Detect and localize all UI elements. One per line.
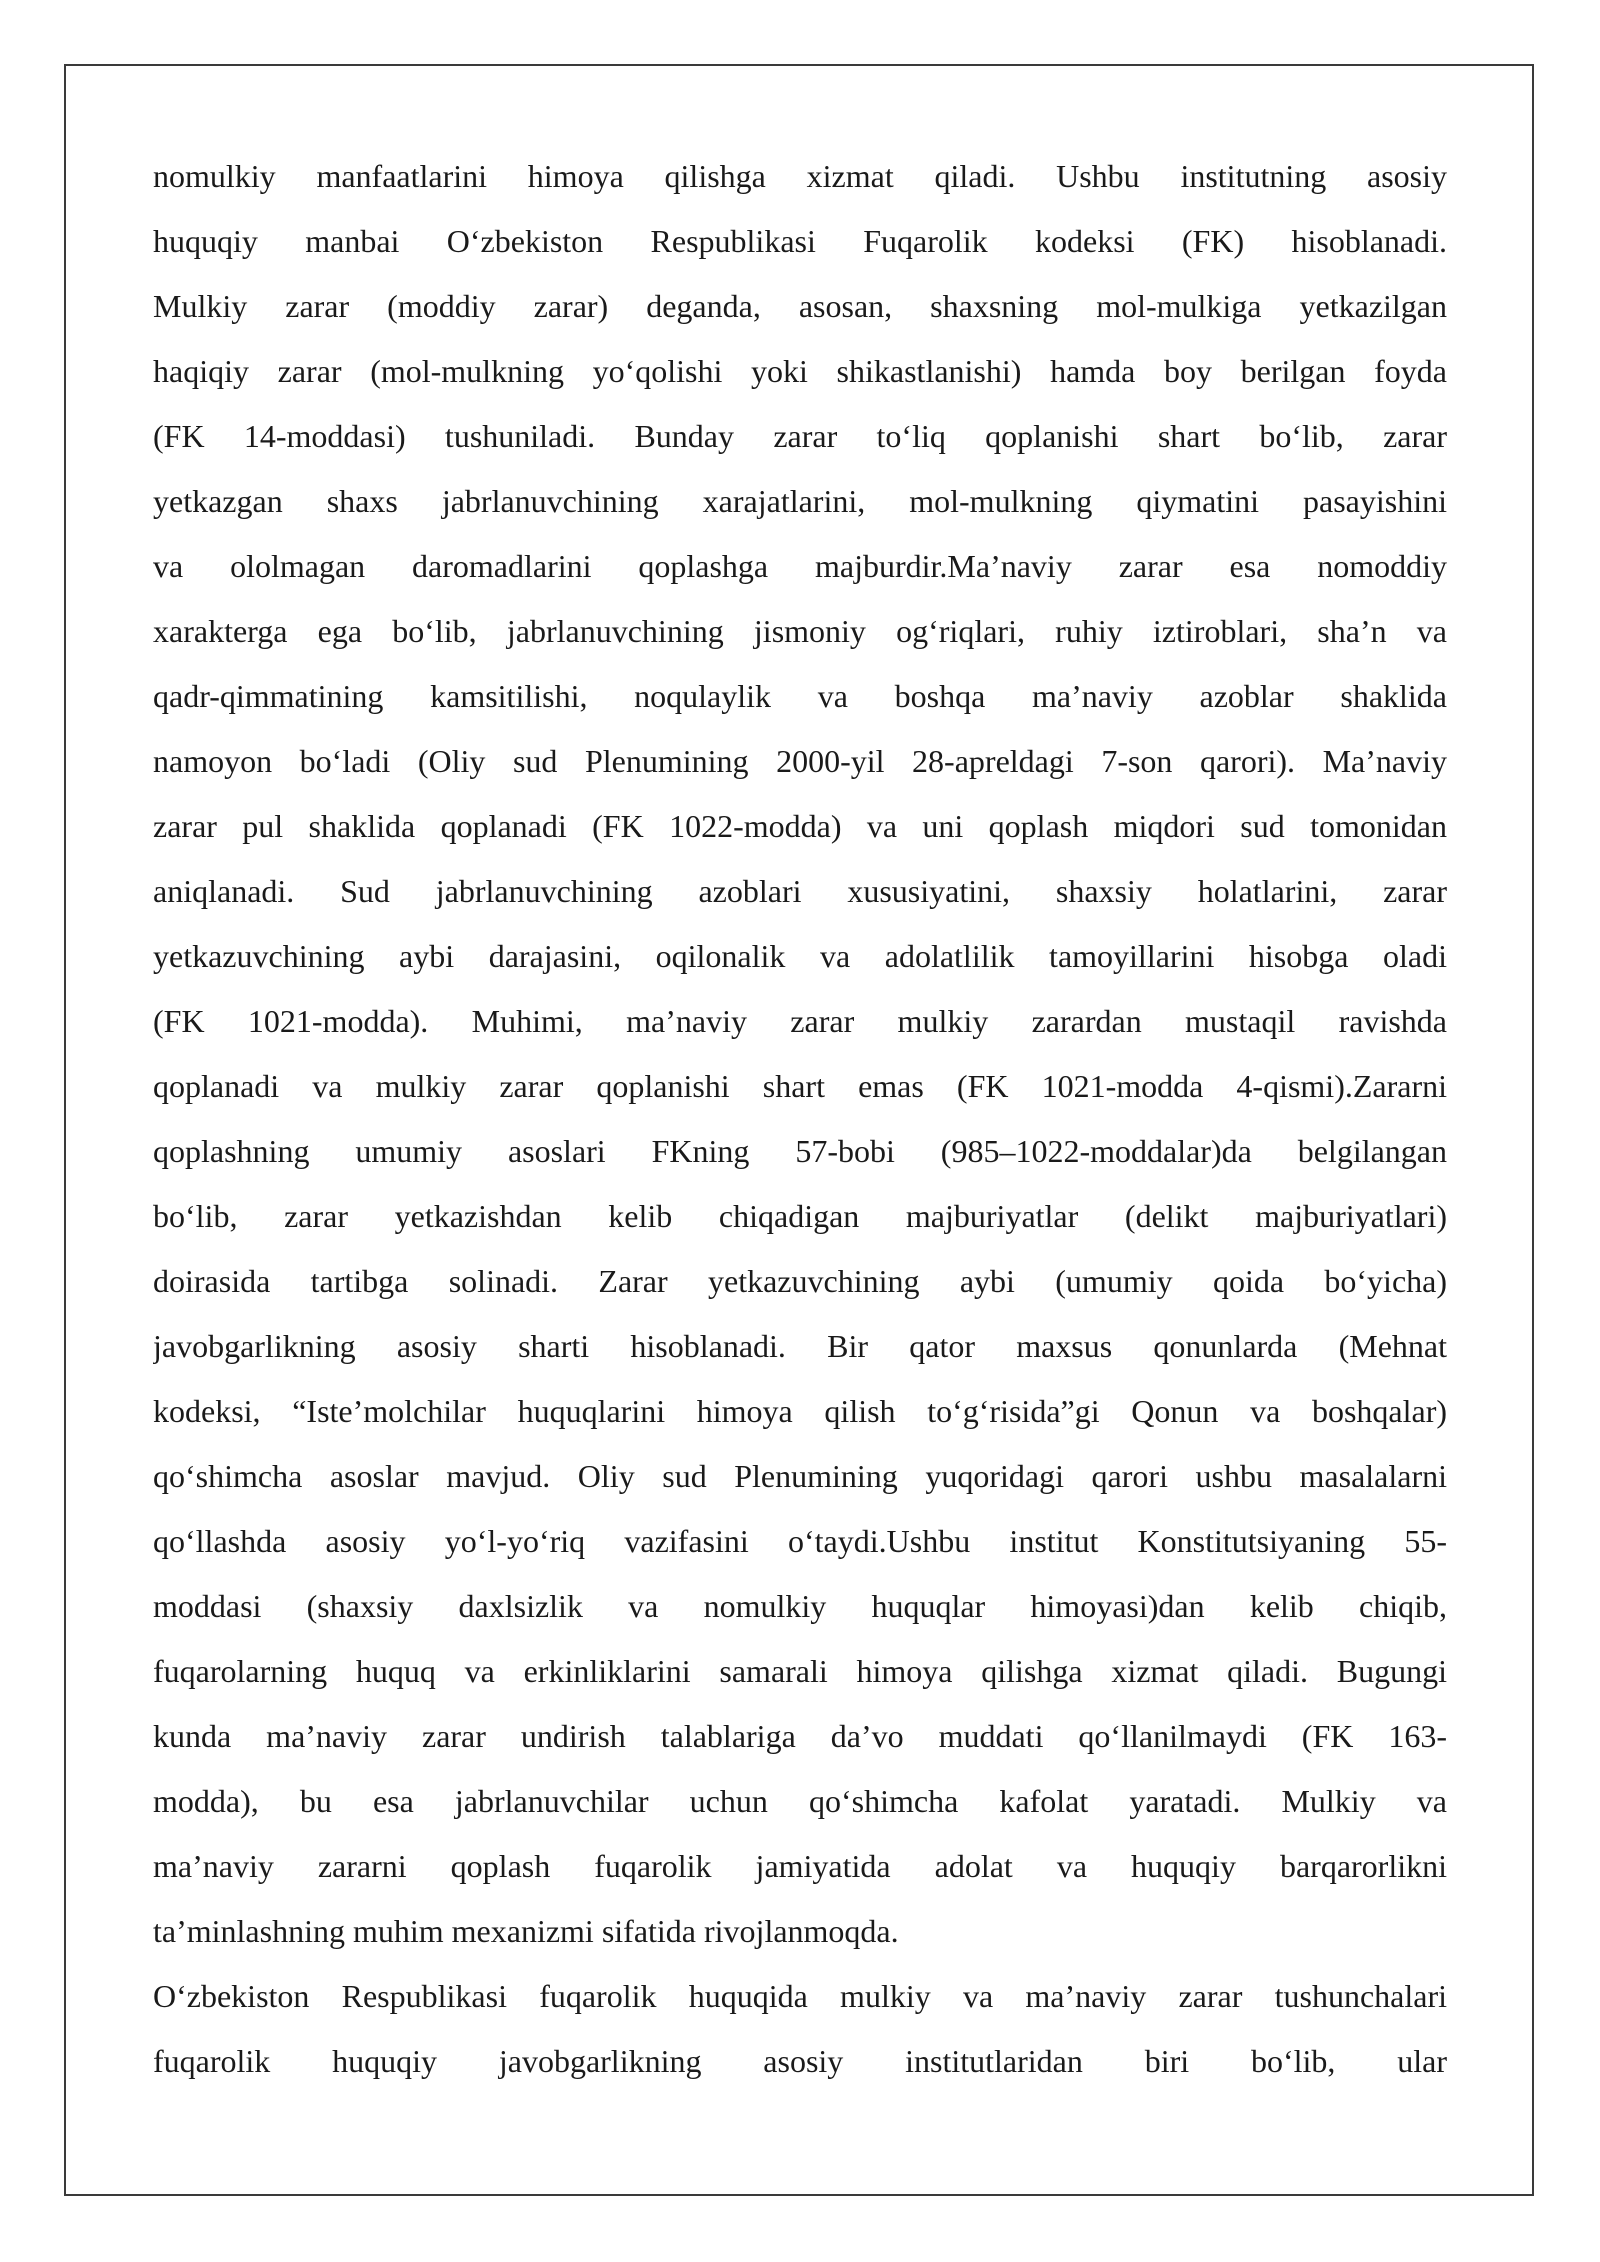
text-line: aniqlanadi. Sud jabrlanuvchining azoblari xususiyatini, shaxsiy holatlarini, zarar bbox=[153, 873, 1447, 909]
text-line: qo‘shimcha asoslar mavjud. Oliy sud Plenumining yuqoridagi qarori ushbu masalalarni bbox=[153, 1458, 1447, 1494]
text-line: Mulkiy zarar (moddiy zarar) deganda, asosan, shaxsning mol-mulkiga yetkazilgan bbox=[153, 288, 1447, 324]
text-line: qoplashning umumiy asoslari FKning 57-bobi (985–1022-moddalar)da belgilangan bbox=[153, 1133, 1447, 1169]
text-line: va ololmagan daromadlarini qoplashga majburdir.Ma’naviy zarar esa nomoddiy bbox=[153, 548, 1447, 584]
text-line: ta’minlashning muhim mexanizmi sifatida rivojlanmoqda. bbox=[153, 1913, 899, 1949]
text-line: (FK 1021-modda). Muhimi, ma’naviy zarar mulkiy zarardan mustaqil ravishda bbox=[153, 1003, 1447, 1039]
text-line: xarakterga ega bo‘lib, jabrlanuvchining jismoniy og‘riqlari, ruhiy iztiroblari, sha’n va bbox=[153, 613, 1447, 649]
paragraph-1 bbox=[153, 144, 1447, 1964]
text-line: doirasida tartibga solinadi. Zarar yetkazuvchining aybi (umumiy qoida bo‘yicha) bbox=[153, 1263, 1447, 1299]
text-line: qoplanadi va mulkiy zarar qoplanishi shart emas (FK 1021-modda 4-qismi).Zararni bbox=[153, 1068, 1447, 1104]
text-line: fuqarolik huquqiy javobgarlikning asosiy institutlaridan biri bo‘lib, ular bbox=[153, 2043, 1447, 2079]
text-line: moddasi (shaxsiy daxlsizlik va nomulkiy huquqlar himoyasi)dan kelib chiqib, bbox=[153, 1588, 1447, 1624]
text-line: bo‘lib, zarar yetkazishdan kelib chiqadigan majburiyatlar (delikt majburiyatlari) bbox=[153, 1198, 1447, 1234]
text-line: javobgarlikning asosiy sharti hisoblanadi. Bir qator maxsus qonunlarda (Mehnat bbox=[153, 1328, 1447, 1364]
text-line: kunda ma’naviy zarar undirish talablariga da’vo muddati qo‘llanilmaydi (FK 163- bbox=[153, 1718, 1447, 1754]
document-body bbox=[153, 144, 1447, 2094]
text-line: huquqiy manbai O‘zbekiston Respublikasi Fuqarolik kodeksi (FK) hisoblanadi. bbox=[153, 223, 1447, 259]
text-line: kodeksi, “Iste’molchilar huquqlarini himoya qilish to‘g‘risida”gi Qonun va boshqalar) bbox=[153, 1393, 1447, 1429]
text-line: O‘zbekiston Respublikasi fuqarolik huquqida mulkiy va ma’naviy zarar tushunchalari bbox=[153, 1978, 1447, 2014]
text-line: haqiqiy zarar (mol-mulkning yo‘qolishi yoki shikastlanishi) hamda boy berilgan foyda bbox=[153, 353, 1447, 389]
text-line: qo‘llashda asosiy yo‘l-yo‘riq vazifasini o‘taydi.Ushbu institut Konstitutsiyaning 55- bbox=[153, 1523, 1447, 1559]
text-line: yetkazuvchining aybi darajasini, oqilonalik va adolatlilik tamoyillarini hisobga oladi bbox=[153, 938, 1447, 974]
text-line: qadr-qimmatining kamsitilishi, noqulaylik va boshqa ma’naviy azoblar shaklida bbox=[153, 678, 1447, 714]
text-line: zarar pul shaklida qoplanadi (FK 1022-modda) va uni qoplash miqdori sud tomonidan bbox=[153, 808, 1447, 844]
text-line: namoyon bo‘ladi (Oliy sud Plenumining 2000-yil 28-apreldagi 7-son qarori). Ma’naviy bbox=[153, 743, 1447, 779]
paragraph-2 bbox=[153, 1964, 1447, 2094]
text-line: fuqarolarning huquq va erkinliklarini samarali himoya qilishga xizmat qiladi. Bugungi bbox=[153, 1653, 1447, 1689]
text-line: nomulkiy manfaatlarini himoya qilishga xizmat qiladi. Ushbu institutning asosiy bbox=[153, 158, 1447, 194]
text-line: modda), bu esa jabrlanuvchilar uchun qo‘shimcha kafolat yaratadi. Mulkiy va bbox=[153, 1783, 1447, 1819]
text-line: yetkazgan shaxs jabrlanuvchining xarajatlarini, mol-mulkning qiymatini pasayishini bbox=[153, 483, 1447, 519]
text-line: (FK 14-moddasi) tushuniladi. Bunday zarar to‘liq qoplanishi shart bo‘lib, zarar bbox=[153, 418, 1447, 454]
text-line: ma’naviy zararni qoplash fuqarolik jamiyatida adolat va huquqiy barqarorlikni bbox=[153, 1848, 1447, 1884]
